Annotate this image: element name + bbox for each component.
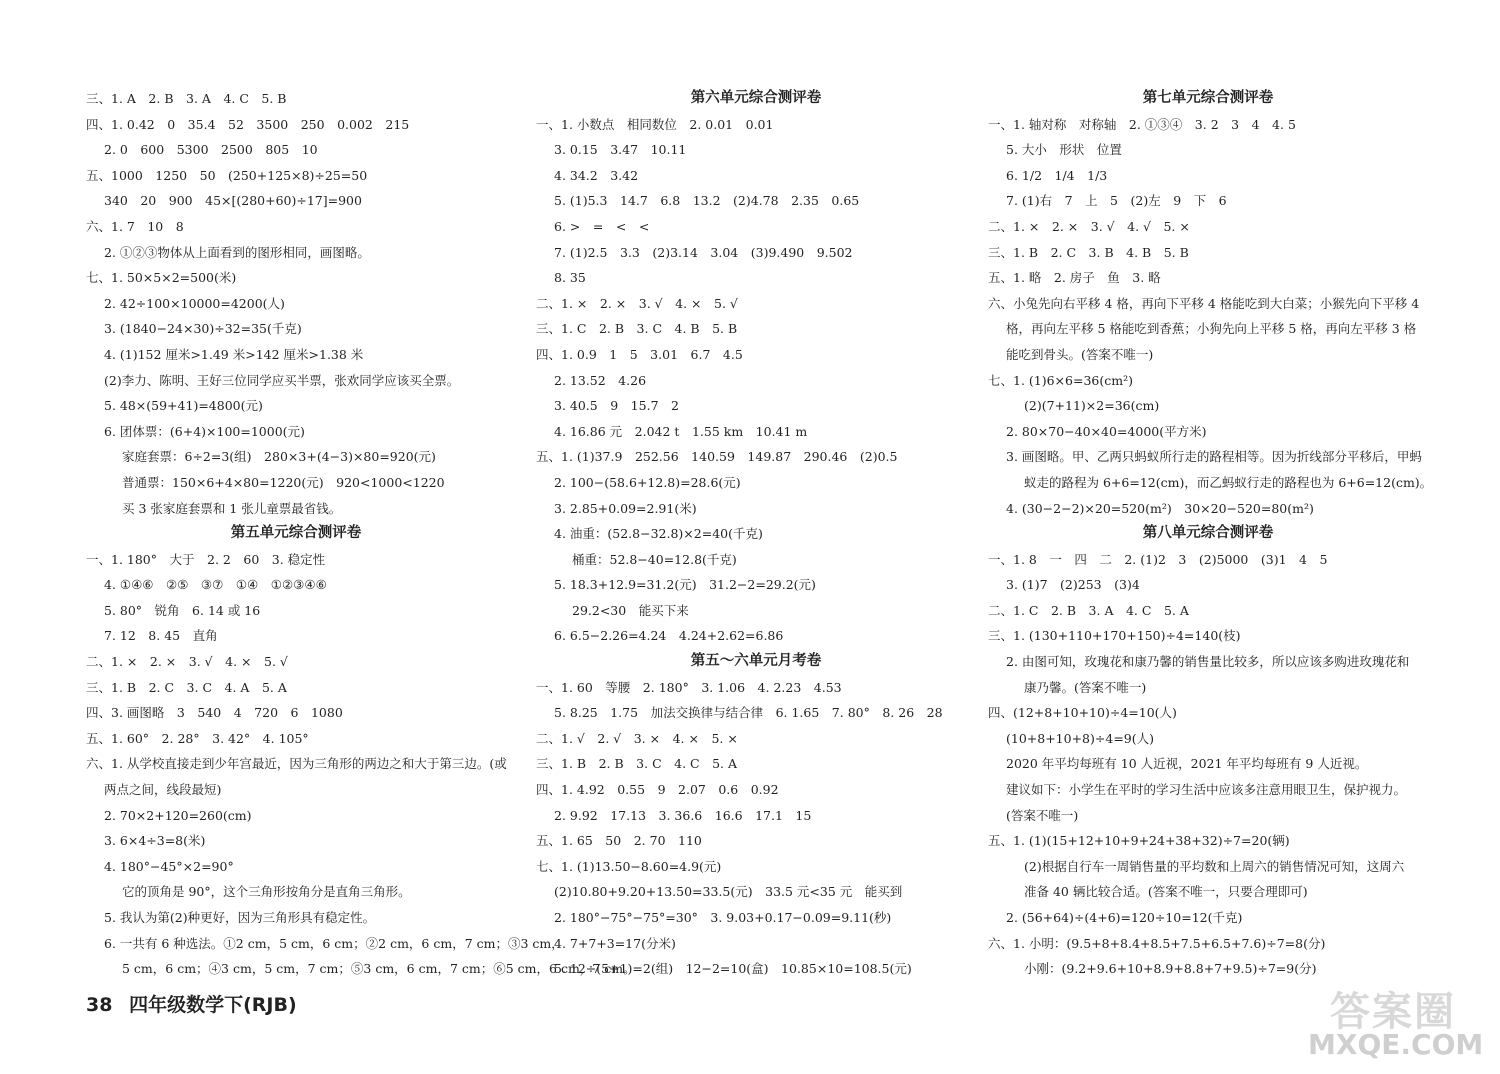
answer-line: 5. 48×(59+41)=4800(元) <box>104 398 263 414</box>
answer-line: 六、1. 从学校直接走到少年宫最近，因为三角形的两边之和大于第三边。(或 <box>86 756 507 772</box>
answer-line: 六、小兔先向右平移 4 格，再向下平移 4 格能吃到大白菜；小猴先向下平移 4 <box>988 295 1420 311</box>
answer-line: 一、1. 轴对称 对称轴 2. ①③④ 3. 2 3 4 4. 5 <box>988 116 1296 132</box>
book-title: 四年级数学下(RJB) <box>129 994 297 1016</box>
answer-line: 6. > = < < <box>554 218 650 234</box>
answer-line: 五、1000 1250 50 (250+125×8)÷25=50 <box>86 167 368 183</box>
answer-line: 六、1. 7 10 8 <box>86 218 184 234</box>
answer-line: (2)李力、陈明、王好三位同学应买半票，张欢同学应该买全票。 <box>104 372 460 388</box>
answer-line: 4. 16.86 元 2.042 t 1.55 km 10.41 m <box>554 423 808 439</box>
answer-line: 它的顶角是 90°，这个三角形按角分是直角三角形。 <box>122 884 411 900</box>
watermark-text: 答案圈 <box>1330 989 1456 1035</box>
answer-line: 能吃到骨头。(答案不唯一) <box>1006 346 1154 362</box>
section-heading: 第八单元综合测评卷 <box>1142 525 1274 542</box>
answer-line: 格，再向左平移 5 格能吃到香蕉；小狗先向上平移 5 格，再向左平移 3 格 <box>1006 321 1417 337</box>
answer-line: 5. 18.3+12.9=31.2(元) 31.2−2=29.2(元) <box>554 577 816 593</box>
answer-line: 五、1. (1)37.9 252.56 140.59 149.87 290.46 (2)0.5 <box>536 449 898 465</box>
answer-line: 一、1. 8 一 四 二 2. (1)2 3 (2)5000 (3)1 4 5 <box>988 551 1328 567</box>
answer-line: 5. 8.25 1.75 加法交换律与结合律 6. 1.65 7. 80° 8. 26 28 <box>554 705 943 721</box>
answer-line: 桶重：52.8−40=12.8(千克) <box>572 551 737 567</box>
answer-line: 四、1. 0.42 0 35.4 52 3500 250 0.002 215 <box>86 116 410 132</box>
answer-line: 蚁走的路程为 6+6=12(cm)，而乙蚂蚁行走的路程也为 6+6=12(cm)。 <box>1024 474 1433 490</box>
answer-line: 2. 180°−75°−75°=30° 3. 9.03+0.17−0.09=9.11(秒) <box>554 910 892 925</box>
answer-line: 两点之间，线段最短) <box>104 782 222 798</box>
answer-line: 2. 100−(58.6+12.8)=28.6(元) <box>554 474 741 490</box>
answer-line: 3. (1840−24×30)÷32=35(千克) <box>104 321 302 337</box>
answer-line: 3. (1)7 (2)253 (3)4 <box>1006 577 1140 593</box>
answer-line: 建议如下：小学生在平时的学习生活中应该多注意用眼卫生，保护视力。 <box>1006 782 1407 798</box>
answer-line: 4. 油重：(52.8−32.8)×2=40(千克) <box>554 526 763 542</box>
answer-line: 5. 80° 锐角 6. 14 或 16 <box>104 602 261 618</box>
answer-line: 六、1. 小明：(9.5+8+8.4+8.5+7.5+6.5+7.6)÷7=8(分) <box>988 935 1326 951</box>
answer-line: 3. 6×4÷3=8(米) <box>104 833 206 849</box>
answer-line: 6. 1/2 1/4 1/3 <box>1006 167 1108 183</box>
section-heading: 第五单元综合测评卷 <box>230 525 362 542</box>
answer-line: 6. 6.5−2.26=4.24 4.24+2.62=6.86 <box>554 628 784 644</box>
answer-line: 准备 40 辆比较合适。(答案不唯一，只要合理即可) <box>1024 884 1308 900</box>
answer-column-middle <box>536 86 976 982</box>
answer-line: 三、1. C 2. B 3. C 4. B 5. B <box>536 321 738 337</box>
answer-line: 四、3. 画图略 3 540 4 720 6 1080 <box>86 705 343 721</box>
answer-line: 三、1. A 2. B 3. A 4. C 5. B <box>86 91 287 106</box>
answer-line: 五、1. 略 2. 房子 鱼 3. 略 <box>988 270 1161 286</box>
answer-line: (2)(7+11)×2=36(cm) <box>1024 398 1160 414</box>
answer-line: 4. (1)152 厘米>1.49 米>142 厘米>1.38 米 <box>104 346 364 362</box>
answer-line: 一、1. 小数点 相同数位 2. 0.01 0.01 <box>536 116 774 132</box>
answer-line: 4. 180°−45°×2=90° <box>104 858 234 874</box>
answer-line: 四、(12+8+10+10)÷4=10(人) <box>988 705 1177 721</box>
answer-line: 普通票：150×6+4×80=1220(元) 920<1000<1220 <box>122 474 445 490</box>
answer-line: 二、1. × 2. × 3. √ 4. × 5. √ <box>86 654 288 670</box>
answer-line: 七、1. (1)6×6=36(cm²) <box>988 372 1133 388</box>
answer-line: 五、1. (1)(15+12+10+9+24+38+32)÷7=20(辆) <box>988 833 1290 849</box>
answer-line: 5 cm，6 cm；④3 cm，5 cm，7 cm；⑤3 cm，6 cm，7 cm；⑥5 cm，6 cm，7 cm。 <box>122 961 636 977</box>
answer-line: 四、1. 4.92 0.55 9 2.07 0.6 0.92 <box>536 782 779 798</box>
answer-line: 2. 由图可知，玫瑰花和康乃馨的销售量比较多，所以应该多购进玫瑰花和 <box>1006 654 1410 670</box>
answer-line: 一、1. 60 等腰 2. 180° 3. 1.06 4. 2.23 4.53 <box>536 679 842 695</box>
answer-line: 5. 12÷(5+1)=2(组) 12−2=10(盒) 10.85×10=108.5(元) <box>554 961 912 977</box>
answer-line: 小刚：(9.2+9.6+10+8.9+8.8+7+9.5)÷7=9(分) <box>1024 961 1317 977</box>
answer-line: 四、1. 0.9 1 5 3.01 6.7 4.5 <box>536 346 743 362</box>
answer-line: 二、1. × 2. × 3. √ 4. √ 5. × <box>988 218 1190 234</box>
answer-line: 29.2<30 能买下来 <box>572 602 689 618</box>
answer-line: 2020 年平均每班有 10 人近视，2021 年平均每班有 9 人近视。 <box>1006 756 1368 772</box>
answer-line: 七、1. (1)13.50−8.60=4.9(元) <box>536 858 722 874</box>
answer-line: 7. 12 8. 45 直角 <box>104 628 218 644</box>
answer-line: 4. 7+7+3=17(分米) <box>554 935 676 951</box>
answer-line: 7. (1)右 7 上 5 (2)左 9 下 6 <box>1006 193 1227 209</box>
answer-line: 4. 34.2 3.42 <box>554 167 639 183</box>
answer-line: 三、1. (130+110+170+150)÷4=140(枝) <box>988 628 1241 644</box>
answer-line: 2. (56+64)÷(4+6)=120÷10=12(千克) <box>1006 910 1243 925</box>
answer-line: 340 20 900 45×[(280+60)÷17]=900 <box>104 193 362 209</box>
section-heading: 第七单元综合测评卷 <box>1142 90 1274 106</box>
answer-line: 二、1. × 2. × 3. √ 4. × 5. √ <box>536 295 738 311</box>
answer-line: 七、1. 50×5×2=500(米) <box>86 270 237 286</box>
answer-line: 4. (30−2−2)×20=520(m²) 30×20−520=80(m²) <box>1006 500 1314 516</box>
answer-line: 5. 我认为第(2)种更好，因为三角形具有稳定性。 <box>104 910 376 925</box>
answer-line: 五、1. 60° 2. 28° 3. 42° 4. 105° <box>86 730 309 746</box>
answer-line: 买 3 张家庭套票和 1 张儿童票最省钱。 <box>122 500 342 516</box>
answer-line: 2. ①②③物体从上面看到的图形相同，画图略。 <box>104 244 370 260</box>
answer-line: 三、1. B 2. C 3. B 4. B 5. B <box>988 244 1189 260</box>
answer-line: 2. 0 600 5300 2500 805 10 <box>104 142 318 158</box>
answer-line: 6. 团体票：(6+4)×100=1000(元) <box>104 423 305 439</box>
answer-line: 三、1. B 2. C 3. C 4. A 5. A <box>86 679 287 695</box>
answer-line: (10+8+10+8)÷4=9(人) <box>1006 730 1154 746</box>
answer-line: (2)根据自行车一周销售量的平均数和上周六的销售情况可知，这周六 <box>1024 858 1405 874</box>
answer-line: 二、1. √ 2. √ 3. × 4. × 5. × <box>536 730 738 746</box>
answer-line: 2. 70×2+120=260(cm) <box>104 807 252 823</box>
answer-line: 一、1. 180° 大于 2. 2 60 3. 稳定性 <box>86 551 326 567</box>
section-heading: 第六单元综合测评卷 <box>690 90 822 106</box>
watermark-logo <box>1300 980 1490 1064</box>
answer-line: 康乃馨。(答案不唯一) <box>1024 679 1147 695</box>
answer-line: 家庭套票：6÷2=3(组) 280×3+(4−3)×80=920(元) <box>122 449 436 465</box>
answer-line: 8. 35 <box>554 270 586 286</box>
answer-line: 5. (1)5.3 14.7 6.8 13.2 (2)4.78 2.35 0.65 <box>554 193 860 209</box>
answer-line: 6. 一共有 6 种选法。①2 cm，5 cm，6 cm；②2 cm，6 cm，7 cm；③3 cm， <box>104 935 564 951</box>
answer-column-right <box>988 86 1433 982</box>
answer-line: 5. 大小 形状 位置 <box>1006 142 1122 158</box>
answer-line: 三、1. B 2. B 3. C 4. C 5. A <box>536 756 738 772</box>
section-heading: 第五～六单元月考卷 <box>690 653 822 670</box>
page-footer <box>86 990 297 1017</box>
answer-line: 二、1. C 2. B 3. A 4. C 5. A <box>988 602 1189 618</box>
page-number: 38 <box>86 994 113 1016</box>
answer-line: 3. 2.85+0.09=2.91(米) <box>554 500 697 516</box>
answer-line: 3. 0.15 3.47 10.11 <box>554 142 687 158</box>
answer-line: (答案不唯一) <box>1006 807 1079 823</box>
answer-line: 五、1. 65 50 2. 70 110 <box>536 833 702 849</box>
answer-line: 3. 画图略。甲、乙两只蚂蚁所行走的路程相等。因为折线部分平移后，甲蚂 <box>1006 449 1422 465</box>
answer-line: 2. 42÷100×10000=4200(人) <box>104 295 285 311</box>
answer-line: 3. 40.5 9 15.7 2 <box>554 398 679 414</box>
watermark-url: MXQE.COM <box>1308 1028 1484 1061</box>
answer-line: (2)10.80+9.20+13.50=33.5(元) 33.5 元<35 元 能买到 <box>554 884 903 900</box>
answer-line: 2. 13.52 4.26 <box>554 372 647 388</box>
answer-line: 7. (1)2.5 3.3 (2)3.14 3.04 (3)9.490 9.502 <box>554 244 853 260</box>
answer-line: 2. 80×70−40×40=4000(平方米) <box>1006 423 1207 439</box>
answer-line: 2. 9.92 17.13 3. 36.6 16.6 17.1 15 <box>554 807 812 823</box>
answer-line: 4. ①④⑥ ②⑤ ③⑦ ①④ ①②③④⑥ <box>104 577 327 593</box>
